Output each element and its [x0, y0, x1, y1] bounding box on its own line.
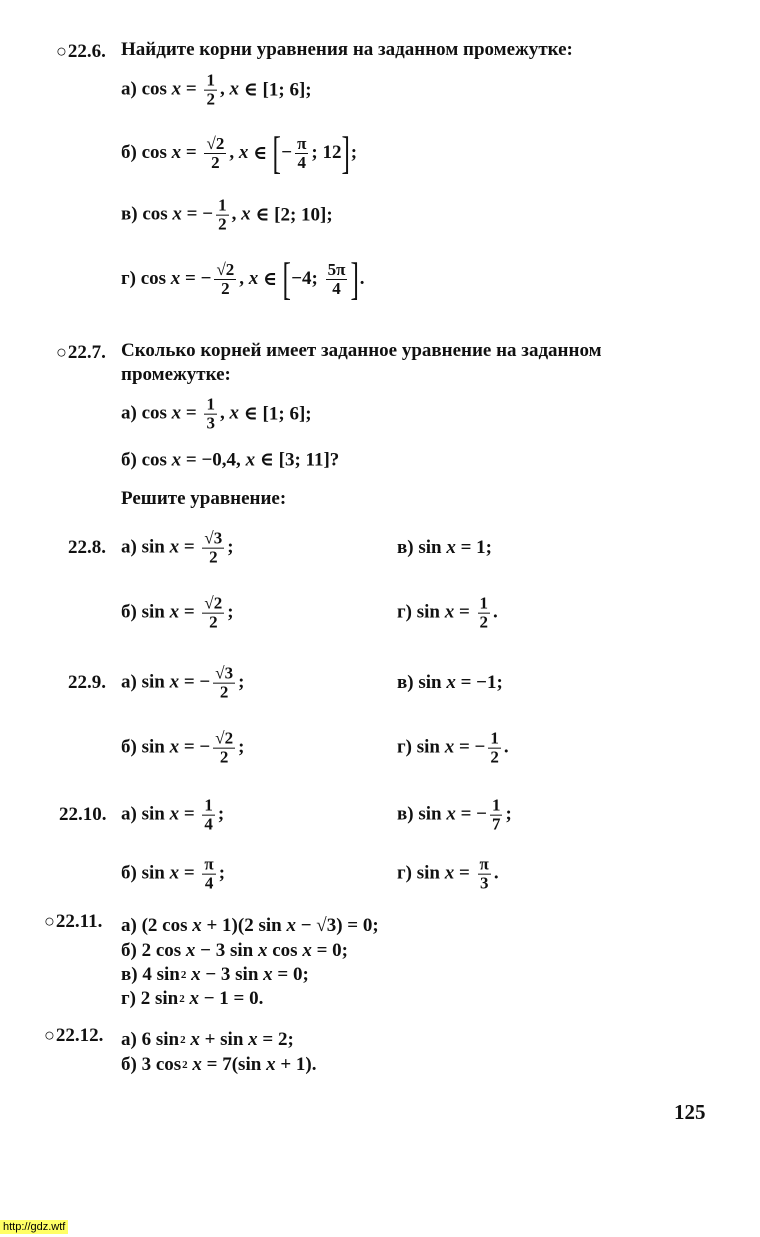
- text-segment: ,: [239, 268, 249, 289]
- text-segment: = −: [179, 672, 211, 693]
- text-segment: а) sin: [121, 537, 170, 558]
- variable: x: [169, 537, 180, 558]
- text-segment: −: [281, 142, 293, 163]
- text-segment: промежутке:: [121, 364, 231, 385]
- text-segment: =: [179, 804, 200, 825]
- text-segment: в) sin: [397, 672, 447, 693]
- text-segment: −4;: [291, 268, 323, 289]
- denominator: 2: [211, 152, 220, 172]
- text-segment: = 1;: [455, 537, 492, 558]
- variable: x: [257, 940, 268, 961]
- text-segment: = −: [454, 737, 486, 758]
- numerator: 1: [490, 728, 499, 748]
- variable: x: [241, 204, 251, 225]
- numerator: 1: [206, 70, 215, 90]
- variable: x: [444, 602, 455, 623]
- variable: x: [238, 142, 249, 163]
- item-b: [121, 127, 358, 178]
- text-segment: = −: [179, 737, 211, 758]
- numerator: 1: [479, 593, 489, 613]
- text-segment: а) sin: [121, 804, 170, 825]
- variable: x: [248, 268, 259, 289]
- numerator: √2: [206, 133, 225, 153]
- denominator: 2: [490, 747, 499, 767]
- item-g: [121, 988, 263, 1010]
- item-g: [121, 253, 365, 304]
- problem-label: 22.11.: [55, 911, 103, 932]
- text-segment: − 3 sin: [200, 964, 264, 985]
- denominator: 2: [221, 278, 230, 298]
- text-segment: ;: [505, 804, 512, 825]
- text-segment: ;: [350, 142, 358, 163]
- text-segment: г) cos: [121, 268, 171, 289]
- problem-label: 22.7.: [67, 342, 106, 363]
- interval-bracket: [: [282, 253, 291, 304]
- text-segment: г) 2 sin: [121, 988, 179, 1009]
- fraction: [202, 797, 215, 834]
- variable: x: [229, 403, 239, 424]
- numerator: √2: [204, 593, 223, 613]
- text-segment: а) sin: [121, 672, 170, 693]
- denominator: 7: [491, 814, 501, 834]
- text-segment: а) 6 sin: [121, 1029, 180, 1050]
- text-segment: =: [179, 863, 200, 884]
- fraction: [478, 595, 491, 632]
- text-segment: в) cos: [121, 204, 173, 225]
- item-v: [121, 197, 333, 234]
- item-a: [121, 530, 234, 567]
- problem-number-22-7: [56, 342, 106, 364]
- denominator: 3: [479, 873, 489, 893]
- exponent: 2: [180, 969, 187, 981]
- text-segment: =: [454, 863, 475, 884]
- numerator: √3: [204, 528, 223, 548]
- text-segment: = −: [180, 268, 212, 289]
- numerator: 5π: [327, 259, 346, 279]
- item-g: [397, 856, 499, 893]
- text-segment: г) sin: [397, 863, 445, 884]
- text-segment: − 3 sin: [195, 940, 258, 961]
- text-segment: а) (2 cos: [121, 915, 193, 936]
- numerator: √2: [216, 259, 235, 279]
- item-a: [121, 915, 379, 937]
- text-segment: =: [181, 142, 202, 163]
- fraction: [326, 261, 348, 298]
- problem-number-22-10: 22.10.: [59, 804, 107, 825]
- denominator: 2: [218, 214, 227, 234]
- instruction-text: [121, 488, 286, 510]
- numerator: √2: [215, 728, 234, 748]
- text-segment: .: [503, 737, 509, 758]
- text-segment: б) 3 cos: [121, 1054, 182, 1075]
- numerator: π: [297, 133, 307, 153]
- problem-statement: [121, 39, 573, 61]
- text-segment: ;: [238, 672, 245, 693]
- fraction: [204, 396, 217, 433]
- denominator: 2: [219, 682, 229, 702]
- denominator: 2: [219, 747, 229, 767]
- text-segment: ,: [231, 204, 242, 225]
- variable: x: [444, 863, 455, 884]
- problem-number-22-9: 22.9.: [68, 672, 106, 693]
- fraction: [202, 856, 215, 893]
- text-segment: ;: [227, 537, 234, 558]
- interval-bracket: ]: [350, 253, 360, 304]
- text-segment: Найдите корни уравнения на заданном промежутке:: [121, 39, 573, 60]
- variable: x: [446, 804, 456, 825]
- text-segment: б) cos: [121, 142, 172, 163]
- variable: x: [286, 915, 296, 936]
- text-segment: ,: [229, 142, 239, 163]
- text-segment: =: [454, 602, 475, 623]
- denominator: 4: [297, 152, 306, 172]
- denominator: 4: [332, 278, 341, 298]
- fraction: [213, 665, 235, 702]
- variable: x: [171, 403, 182, 424]
- variable: x: [192, 915, 202, 936]
- text-segment: ,: [219, 79, 230, 100]
- item-a: [121, 72, 312, 109]
- optional-marker: ○: [44, 1025, 55, 1045]
- text-segment: − √3) = 0;: [295, 915, 379, 936]
- text-segment: г) sin: [397, 737, 445, 758]
- text-segment: =: [179, 602, 200, 623]
- item-a: [121, 797, 224, 834]
- variable: x: [169, 863, 180, 884]
- variable: x: [171, 449, 182, 470]
- text-segment: в) sin: [397, 537, 447, 558]
- text-segment: Решите уравнение:: [121, 488, 287, 509]
- text-segment: ∈: [258, 268, 282, 290]
- text-segment: в) sin: [397, 804, 447, 825]
- text-segment: г) sin: [397, 602, 445, 623]
- fraction: [488, 730, 501, 767]
- text-segment: ,: [219, 403, 230, 424]
- text-segment: в) 4 sin: [121, 964, 180, 985]
- text-segment: б) sin: [121, 863, 170, 884]
- page-number: 125: [674, 1100, 706, 1124]
- numerator: 1: [491, 795, 501, 815]
- text-segment: б) sin: [121, 737, 170, 758]
- item-b: [121, 449, 339, 472]
- text-segment: .: [493, 863, 499, 884]
- denominator: 4: [204, 873, 214, 893]
- item-a: [121, 396, 312, 433]
- variable: x: [169, 737, 180, 758]
- fraction: [202, 530, 224, 567]
- numerator: 1: [206, 394, 215, 414]
- item-b: [121, 1054, 316, 1076]
- text-segment: + sin: [199, 1029, 249, 1050]
- denominator: 2: [209, 547, 218, 567]
- text-segment: + 1)(2 sin: [201, 915, 287, 936]
- fraction: [490, 797, 503, 834]
- variable: x: [263, 964, 273, 985]
- variable: x: [446, 537, 456, 558]
- text-segment: − 1 = 0.: [198, 988, 264, 1009]
- text-segment: Сколько корней имеет заданное уравнение на заданном: [121, 340, 602, 361]
- variable: x: [191, 964, 201, 985]
- variable: x: [171, 142, 182, 163]
- variable: x: [189, 988, 199, 1009]
- fraction: [478, 856, 491, 893]
- numerator: 1: [218, 195, 227, 215]
- text-segment: ;: [238, 737, 245, 758]
- text-segment: б) 2 cos: [121, 940, 186, 961]
- exponent: 2: [182, 1059, 188, 1071]
- item-v: [397, 797, 512, 834]
- problem-label: 22.6.: [67, 41, 106, 62]
- variable: x: [266, 1054, 276, 1075]
- text-segment: ∈ [3; 11]?: [255, 449, 340, 471]
- text-segment: + 1).: [275, 1054, 317, 1075]
- text-segment: = −1;: [455, 672, 503, 693]
- text-segment: = 0;: [311, 940, 348, 961]
- variable: x: [192, 1054, 202, 1075]
- optional-marker: ○: [56, 41, 67, 61]
- text-segment: ;: [217, 804, 225, 825]
- text-segment: = −0,4,: [181, 449, 246, 470]
- text-segment: ∈ [2; 10];: [250, 204, 333, 226]
- problem-number-22-6: [56, 41, 106, 63]
- fraction: [204, 72, 217, 109]
- text-segment: а) cos: [121, 79, 172, 100]
- denominator: 3: [206, 413, 215, 433]
- variable: x: [302, 940, 312, 961]
- problem-number-22-8: 22.8.: [68, 537, 106, 558]
- interval-bracket: ]: [341, 127, 351, 178]
- variable: x: [172, 204, 182, 225]
- interval-bracket: [: [272, 127, 281, 178]
- variable: x: [170, 268, 181, 289]
- text-segment: =: [181, 403, 202, 424]
- optional-marker: ○: [56, 342, 67, 362]
- fraction: [204, 135, 226, 172]
- text-segment: = −: [455, 804, 487, 825]
- fraction: [202, 595, 224, 632]
- item-g: [397, 595, 498, 632]
- item-g: [397, 730, 509, 767]
- variable: x: [169, 804, 180, 825]
- numerator: π: [479, 854, 489, 874]
- text-segment: =: [181, 79, 202, 100]
- text-segment: = 2;: [257, 1029, 294, 1050]
- text-segment: б) sin: [121, 602, 170, 623]
- fraction: [214, 261, 236, 298]
- problem-number-22-11: [44, 911, 102, 933]
- item-a: [121, 1029, 294, 1051]
- text-segment: б) cos: [121, 449, 172, 470]
- text-segment: ;: [227, 602, 234, 623]
- problem-number-22-12: [44, 1025, 103, 1047]
- text-segment: ∈ [1; 6];: [238, 403, 312, 425]
- fraction: [216, 197, 229, 234]
- text-segment: ∈ [1; 6];: [238, 79, 312, 101]
- denominator: 2: [209, 612, 218, 632]
- text-segment: ;: [218, 863, 226, 884]
- item-v: [397, 537, 492, 559]
- variable: x: [229, 79, 239, 100]
- variable: x: [190, 1029, 200, 1050]
- variable: x: [245, 449, 256, 470]
- item-v: [397, 672, 503, 694]
- variable: x: [446, 672, 456, 693]
- denominator: 2: [206, 89, 215, 109]
- text-segment: cos: [267, 940, 303, 961]
- exponent: 2: [179, 993, 185, 1005]
- numerator: 1: [204, 795, 213, 815]
- fraction: [295, 135, 308, 172]
- text-segment: а) cos: [121, 403, 172, 424]
- variable: x: [444, 737, 455, 758]
- denominator: 4: [204, 814, 213, 834]
- variable: x: [248, 1029, 258, 1050]
- numerator: √3: [215, 663, 234, 683]
- text-segment: ; 12: [311, 142, 342, 163]
- text-segment: = 0;: [272, 964, 309, 985]
- text-segment: = −: [181, 204, 214, 225]
- watermark-link[interactable]: http://gdz.wtf: [0, 1220, 68, 1234]
- optional-marker: ○: [44, 911, 55, 931]
- problem-statement: [121, 340, 602, 362]
- variable: x: [171, 79, 182, 100]
- exponent: 2: [180, 1034, 186, 1046]
- numerator: π: [204, 854, 214, 874]
- text-segment: ∈: [248, 142, 272, 164]
- fraction: [213, 730, 235, 767]
- variable: x: [169, 672, 180, 693]
- problem-statement-cont: [121, 364, 231, 386]
- text-segment: =: [179, 537, 200, 558]
- variable: x: [169, 602, 180, 623]
- problem-label: 22.12.: [55, 1025, 104, 1046]
- item-b: [121, 595, 234, 632]
- text-segment: .: [359, 268, 365, 289]
- item-b: [121, 856, 225, 893]
- item-v: [121, 964, 309, 986]
- item-a: [121, 665, 244, 702]
- item-b: [121, 940, 348, 962]
- variable: x: [185, 940, 196, 961]
- text-segment: = 7(sin: [201, 1054, 267, 1075]
- item-b: [121, 730, 244, 767]
- denominator: 2: [479, 612, 489, 632]
- text-segment: .: [493, 602, 498, 623]
